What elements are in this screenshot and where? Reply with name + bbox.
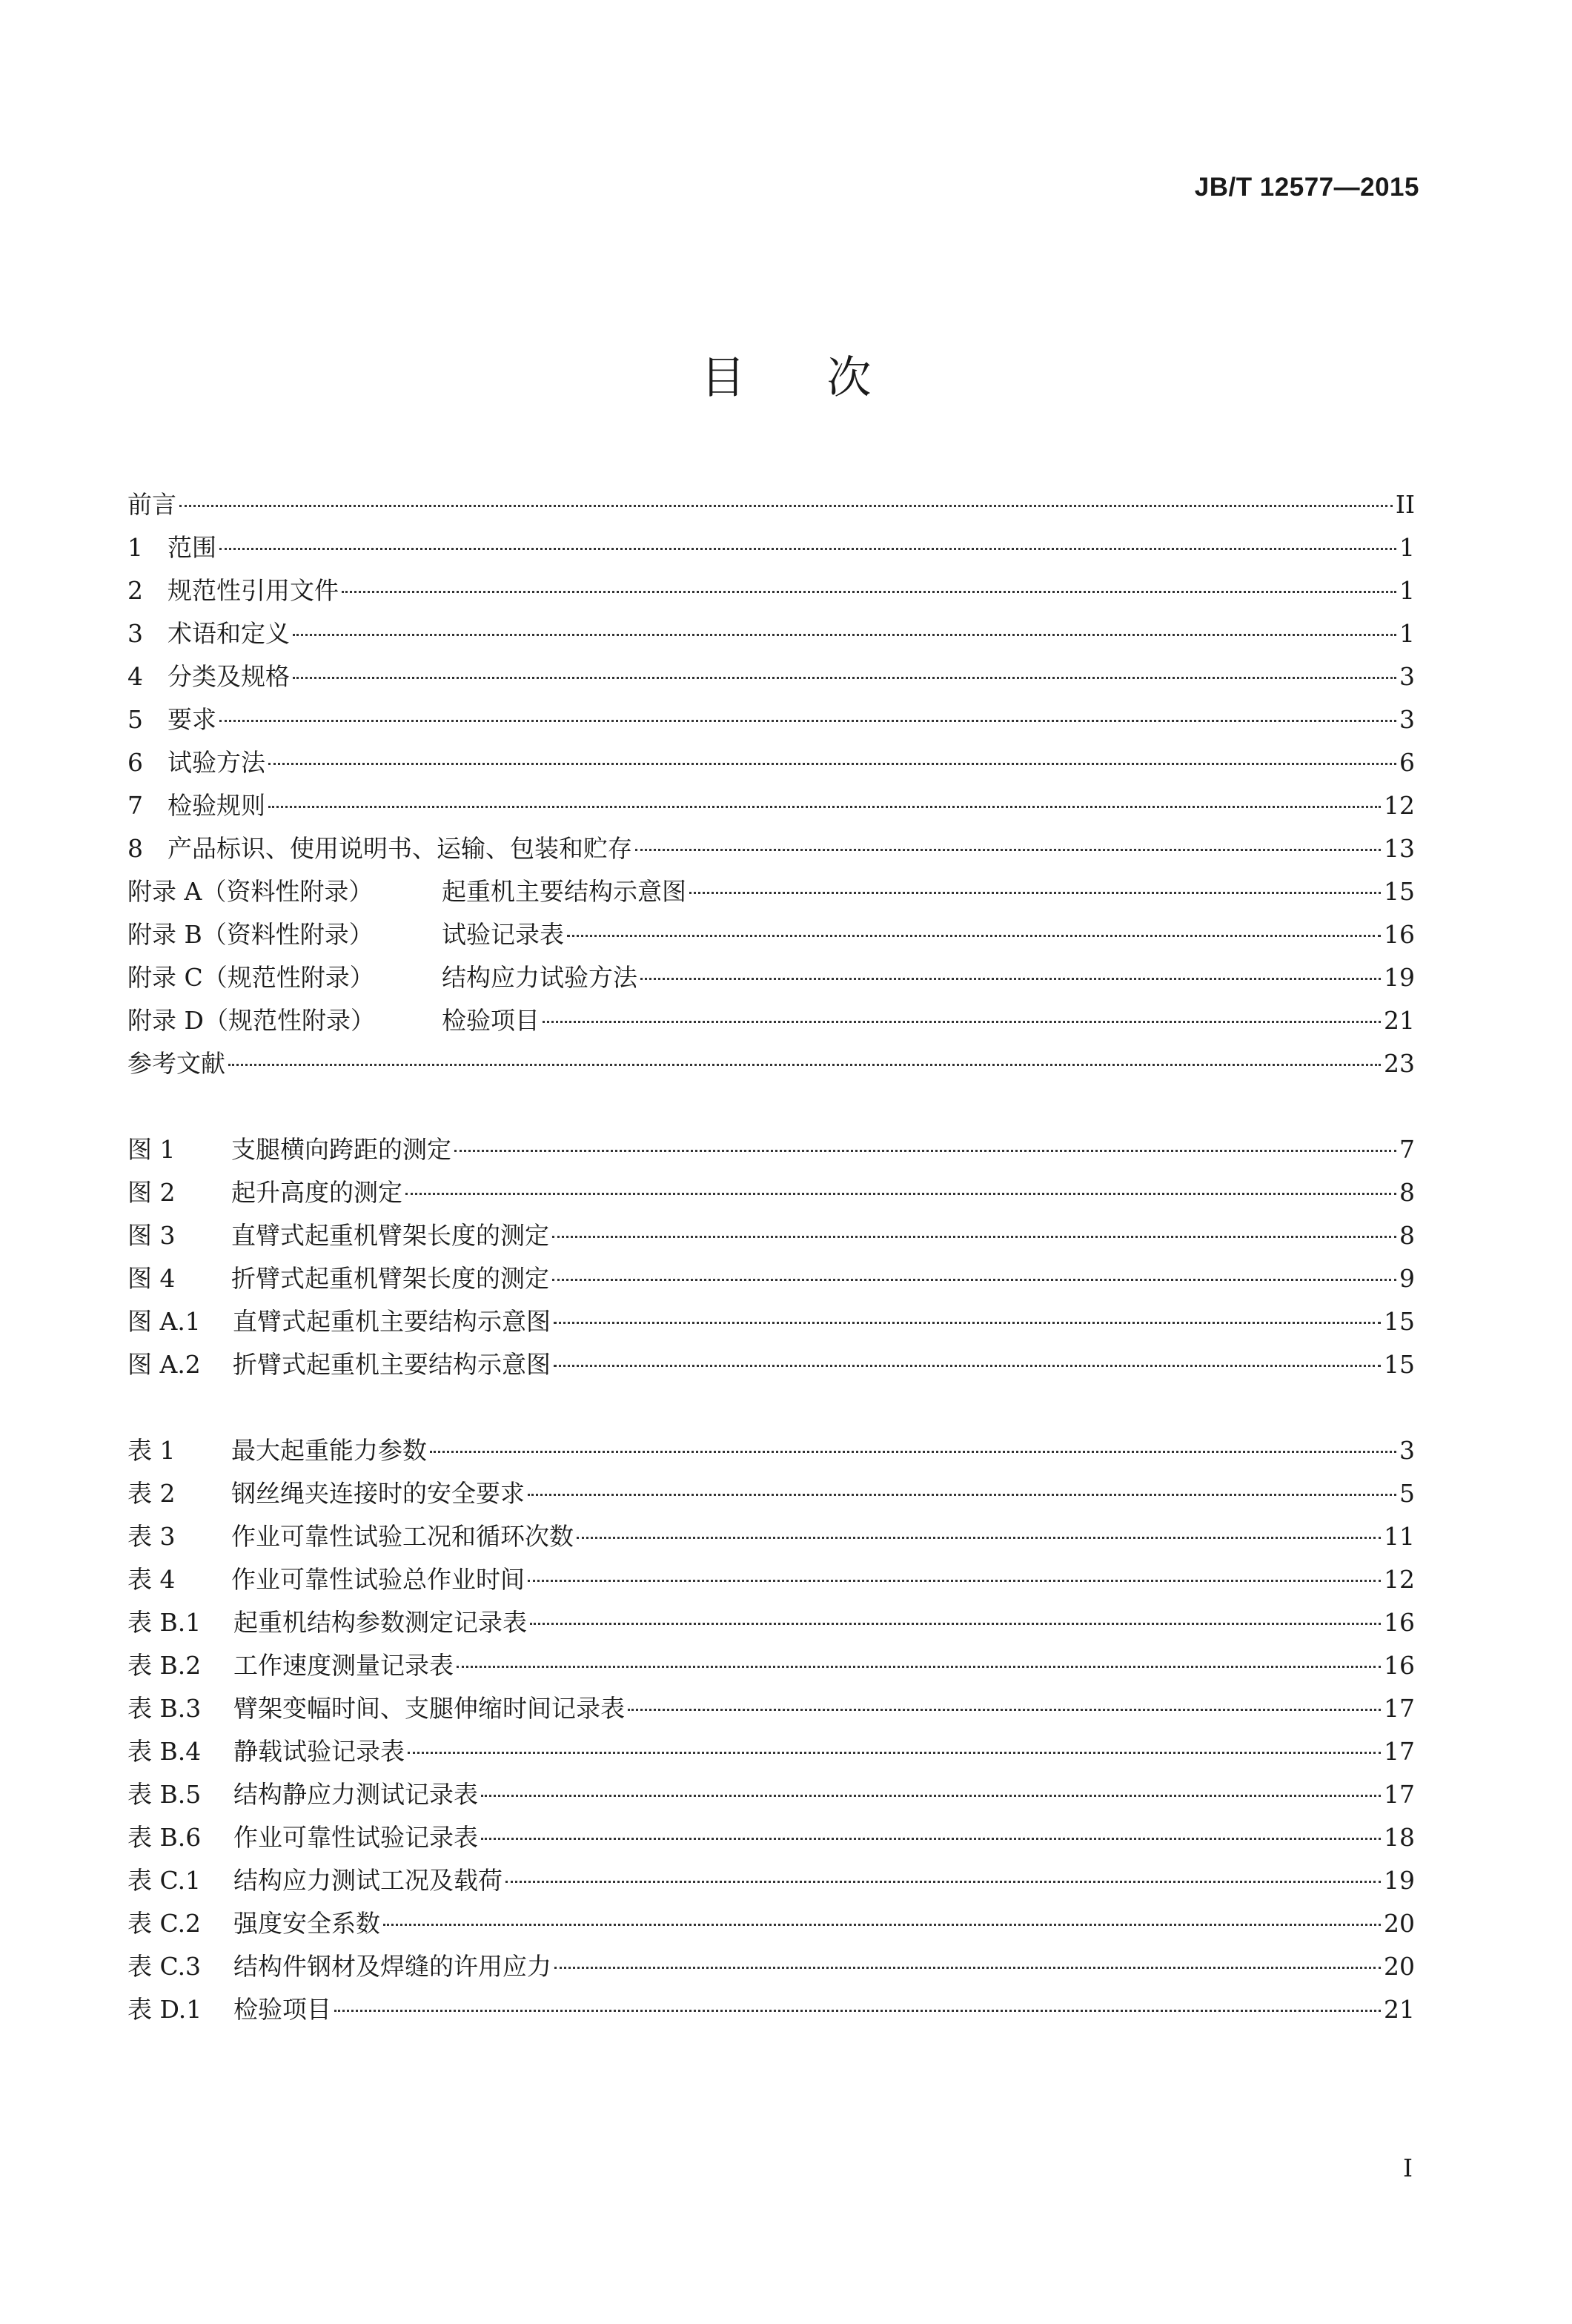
toc-table-page: 18 xyxy=(1384,1823,1415,1852)
toc-table-entry[interactable] xyxy=(127,1515,1415,1558)
dot-leader xyxy=(481,1795,1381,1797)
toc-figure-title: 折臂式起重机主要结构示意图 xyxy=(233,1350,551,1379)
toc-table-number: 表 C.2 xyxy=(127,1909,202,1938)
dot-leader xyxy=(528,1494,1396,1496)
toc-section-number: 3 xyxy=(127,619,143,648)
toc-table-entry[interactable] xyxy=(127,1730,1415,1773)
toc-section-title: 分类及规格 xyxy=(168,662,290,691)
toc-figure-entry[interactable] xyxy=(127,1343,1415,1386)
toc-table-title: 最大起重能力参数 xyxy=(231,1436,427,1465)
toc-table-title: 作业可靠性试验总作业时间 xyxy=(231,1565,525,1594)
toc-table-number: 表 C.3 xyxy=(127,1952,202,1981)
toc-section-number: 1 xyxy=(127,533,143,562)
toc-table-page: 11 xyxy=(1384,1522,1415,1551)
toc-table-entry[interactable] xyxy=(127,1429,1415,1472)
toc-section-entry[interactable] xyxy=(127,569,1415,612)
dot-leader xyxy=(481,1838,1381,1840)
toc-section-page: 6 xyxy=(1399,748,1415,777)
toc-table-title: 结构静应力测试记录表 xyxy=(233,1780,478,1809)
toc-section-title: 试验方法 xyxy=(168,748,265,777)
dot-leader xyxy=(552,1236,1396,1238)
toc-table-number: 表 B.2 xyxy=(127,1651,202,1680)
toc-table-title: 臂架变幅时间、支腿伸缩时间记录表 xyxy=(233,1694,625,1723)
dot-leader xyxy=(577,1537,1381,1539)
toc-section-page: 15 xyxy=(1384,877,1415,906)
toc-table-page: 12 xyxy=(1384,1565,1415,1594)
toc-table-entry[interactable] xyxy=(127,1773,1415,1816)
toc-section-number: 5 xyxy=(127,705,143,734)
document-code: JB/T 12577—2015 xyxy=(1194,173,1419,202)
toc-table-page: 19 xyxy=(1384,1866,1415,1895)
toc-table-title: 强度安全系数 xyxy=(233,1909,380,1938)
dot-leader xyxy=(430,1451,1396,1453)
dot-leader xyxy=(219,720,1396,722)
toc-section-title: 检验规则 xyxy=(168,791,265,820)
toc-section-title: 结构应力试验方法 xyxy=(442,963,637,992)
toc-section-page: 3 xyxy=(1399,662,1415,691)
toc-section-page: II xyxy=(1395,490,1415,519)
toc-section-number: 8 xyxy=(127,834,143,863)
toc-figure-number: 图 4 xyxy=(127,1264,176,1293)
toc-section-title: 前言 xyxy=(127,490,176,519)
toc-section-page: 3 xyxy=(1399,705,1415,734)
toc-section-title: 参考文献 xyxy=(127,1049,225,1078)
toc-figure-page: 15 xyxy=(1384,1350,1415,1379)
toc-section-entry[interactable] xyxy=(127,741,1415,784)
toc-table-number: 表 1 xyxy=(127,1436,176,1465)
toc-table-entry[interactable] xyxy=(127,1601,1415,1644)
toc-title xyxy=(0,342,1572,406)
toc-figure-entry[interactable] xyxy=(127,1257,1415,1300)
toc-tables xyxy=(127,1429,1415,2031)
toc-section-entry[interactable] xyxy=(127,655,1415,698)
dot-leader xyxy=(293,677,1396,679)
toc-section-number: 2 xyxy=(127,576,143,605)
toc-section-entry[interactable] xyxy=(127,784,1415,827)
toc-table-entry[interactable] xyxy=(127,1988,1415,2031)
toc-section-title: 产品标识、使用说明书、运输、包装和贮存 xyxy=(168,834,632,863)
toc-table-entry[interactable] xyxy=(127,1558,1415,1601)
dot-leader xyxy=(552,1279,1396,1281)
dot-leader xyxy=(530,1623,1381,1625)
toc-table-number: 表 B.3 xyxy=(127,1694,202,1723)
toc-section-entry[interactable] xyxy=(127,1042,1415,1085)
toc-section-entry[interactable] xyxy=(127,698,1415,741)
toc-section-entry[interactable] xyxy=(127,526,1415,569)
toc-table-entry[interactable] xyxy=(127,1687,1415,1730)
toc-figure-number: 图 A.1 xyxy=(127,1307,201,1336)
dot-leader xyxy=(383,1924,1381,1926)
toc-table-page: 17 xyxy=(1384,1737,1415,1766)
toc-table-title: 结构件钢材及焊缝的许用应力 xyxy=(233,1952,551,1981)
dot-leader xyxy=(179,505,1393,507)
toc-table-page: 5 xyxy=(1399,1479,1415,1508)
toc-section-number: 7 xyxy=(127,791,143,820)
toc-figure-number: 图 A.2 xyxy=(127,1350,201,1379)
dot-leader xyxy=(293,634,1396,636)
toc-section-number: 6 xyxy=(127,748,143,777)
toc-table-number: 表 C.1 xyxy=(127,1866,202,1895)
toc-section-page: 19 xyxy=(1384,963,1415,992)
toc-figure-page: 7 xyxy=(1399,1135,1415,1164)
toc-section-entry[interactable] xyxy=(127,870,1415,913)
dot-leader xyxy=(457,1666,1381,1668)
toc-title-left: 目 xyxy=(700,352,746,404)
toc-table-page: 17 xyxy=(1384,1694,1415,1723)
page-number: I xyxy=(1402,2153,1413,2182)
toc-section-page: 23 xyxy=(1384,1049,1415,1078)
toc-table-page: 20 xyxy=(1384,1909,1415,1938)
dot-leader xyxy=(554,1322,1381,1324)
toc-table-entry[interactable] xyxy=(127,1945,1415,1988)
toc-figure-entry[interactable] xyxy=(127,1128,1415,1171)
toc-table-page: 20 xyxy=(1384,1952,1415,1981)
toc-figure-entry[interactable] xyxy=(127,1171,1415,1214)
toc-table-entry[interactable] xyxy=(127,1902,1415,1945)
toc-figure-page: 15 xyxy=(1384,1307,1415,1336)
toc-section-title: 规范性引用文件 xyxy=(168,576,339,605)
toc-figure-page: 8 xyxy=(1399,1221,1415,1250)
toc-figure-number: 图 2 xyxy=(127,1178,176,1207)
toc-table-title: 静载试验记录表 xyxy=(233,1737,405,1766)
toc-table-page: 16 xyxy=(1384,1651,1415,1680)
toc-section-entry[interactable] xyxy=(127,827,1415,870)
dot-leader xyxy=(554,1967,1381,1969)
toc-table-page: 3 xyxy=(1399,1436,1415,1465)
toc-section-entry[interactable] xyxy=(127,483,1415,526)
dot-leader xyxy=(528,1580,1381,1582)
toc-section-title: 试验记录表 xyxy=(442,920,564,949)
dot-leader xyxy=(628,1709,1381,1711)
toc-table-title: 钢丝绳夹连接时的安全要求 xyxy=(231,1479,525,1508)
toc-table-title: 作业可靠性试验记录表 xyxy=(233,1823,478,1852)
toc-table-page: 16 xyxy=(1384,1608,1415,1637)
toc-table-entry[interactable] xyxy=(127,1644,1415,1687)
toc-section-page: 21 xyxy=(1384,1006,1415,1035)
dot-leader xyxy=(567,935,1381,937)
toc-table-number: 表 2 xyxy=(127,1479,176,1508)
toc-section-entry[interactable] xyxy=(127,956,1415,999)
toc-figure-entry[interactable] xyxy=(127,1300,1415,1343)
toc-figure-title: 起升高度的测定 xyxy=(231,1178,402,1207)
dot-leader xyxy=(505,1881,1381,1883)
toc-table-entry[interactable] xyxy=(127,1816,1415,1859)
toc-table-number: 表 B.6 xyxy=(127,1823,202,1852)
toc-section-number: 附录 B（资料性附录） xyxy=(127,920,374,949)
table-of-contents xyxy=(127,483,1415,2031)
toc-figure-title: 支腿横向跨距的测定 xyxy=(231,1135,451,1164)
toc-section-title: 范围 xyxy=(168,533,216,562)
dot-leader xyxy=(454,1150,1396,1152)
toc-table-number: 表 4 xyxy=(127,1565,176,1594)
dot-leader xyxy=(228,1064,1381,1066)
toc-figure-number: 图 1 xyxy=(127,1135,176,1164)
toc-section-number: 附录 A（资料性附录） xyxy=(127,877,374,906)
toc-figures xyxy=(127,1128,1415,1386)
toc-table-entry[interactable] xyxy=(127,1472,1415,1515)
toc-section-number: 4 xyxy=(127,662,143,691)
toc-table-title: 结构应力测试工况及载荷 xyxy=(233,1866,503,1895)
toc-section-number: 附录 C（规范性附录） xyxy=(127,963,374,992)
toc-table-entry[interactable] xyxy=(127,1859,1415,1902)
toc-figure-page: 9 xyxy=(1399,1264,1415,1293)
dot-leader xyxy=(268,763,1396,765)
toc-table-title: 作业可靠性试验工况和循环次数 xyxy=(231,1522,574,1551)
toc-section-title: 检验项目 xyxy=(442,1006,540,1035)
toc-table-number: 表 D.1 xyxy=(127,1995,202,2024)
dot-leader xyxy=(268,806,1381,808)
toc-table-title: 工作速度测量记录表 xyxy=(233,1651,454,1680)
toc-table-number: 表 B.5 xyxy=(127,1780,202,1809)
toc-section-page: 1 xyxy=(1399,576,1415,605)
toc-section-number: 附录 D（规范性附录） xyxy=(127,1006,375,1035)
toc-section-page: 16 xyxy=(1384,920,1415,949)
dot-leader xyxy=(689,892,1381,894)
toc-table-page: 21 xyxy=(1384,1995,1415,2024)
toc-title-right: 次 xyxy=(826,352,872,404)
toc-table-number: 表 B.1 xyxy=(127,1608,202,1637)
toc-table-number: 表 3 xyxy=(127,1522,176,1551)
toc-figure-title: 直臂式起重机臂架长度的测定 xyxy=(231,1221,549,1250)
toc-section-page: 1 xyxy=(1399,619,1415,648)
toc-section-page: 13 xyxy=(1384,834,1415,863)
toc-table-title: 起重机结构参数测定记录表 xyxy=(233,1608,527,1637)
dot-leader xyxy=(334,2010,1381,2012)
toc-table-number: 表 B.4 xyxy=(127,1737,202,1766)
dot-leader xyxy=(342,591,1396,593)
toc-figure-number: 图 3 xyxy=(127,1221,176,1250)
toc-section-title: 起重机主要结构示意图 xyxy=(442,877,686,906)
toc-table-title: 检验项目 xyxy=(233,1995,331,2024)
dot-leader xyxy=(554,1365,1381,1367)
toc-figure-title: 直臂式起重机主要结构示意图 xyxy=(233,1307,551,1336)
toc-figure-title: 折臂式起重机臂架长度的测定 xyxy=(231,1264,549,1293)
toc-section-entry[interactable] xyxy=(127,999,1415,1042)
toc-section-title: 要求 xyxy=(168,705,216,734)
toc-figure-page: 8 xyxy=(1399,1178,1415,1207)
dot-leader xyxy=(219,548,1396,550)
toc-sections xyxy=(127,483,1415,1085)
dot-leader xyxy=(543,1021,1381,1023)
toc-section-entry[interactable] xyxy=(127,913,1415,956)
toc-section-entry[interactable] xyxy=(127,612,1415,655)
dot-leader xyxy=(408,1752,1381,1754)
toc-section-page: 1 xyxy=(1399,533,1415,562)
toc-section-title: 术语和定义 xyxy=(168,619,290,648)
dot-leader xyxy=(635,849,1381,851)
dot-leader xyxy=(405,1193,1396,1195)
toc-section-page: 12 xyxy=(1384,791,1415,820)
dot-leader xyxy=(640,978,1381,980)
toc-table-page: 17 xyxy=(1384,1780,1415,1809)
toc-figure-entry[interactable] xyxy=(127,1214,1415,1257)
